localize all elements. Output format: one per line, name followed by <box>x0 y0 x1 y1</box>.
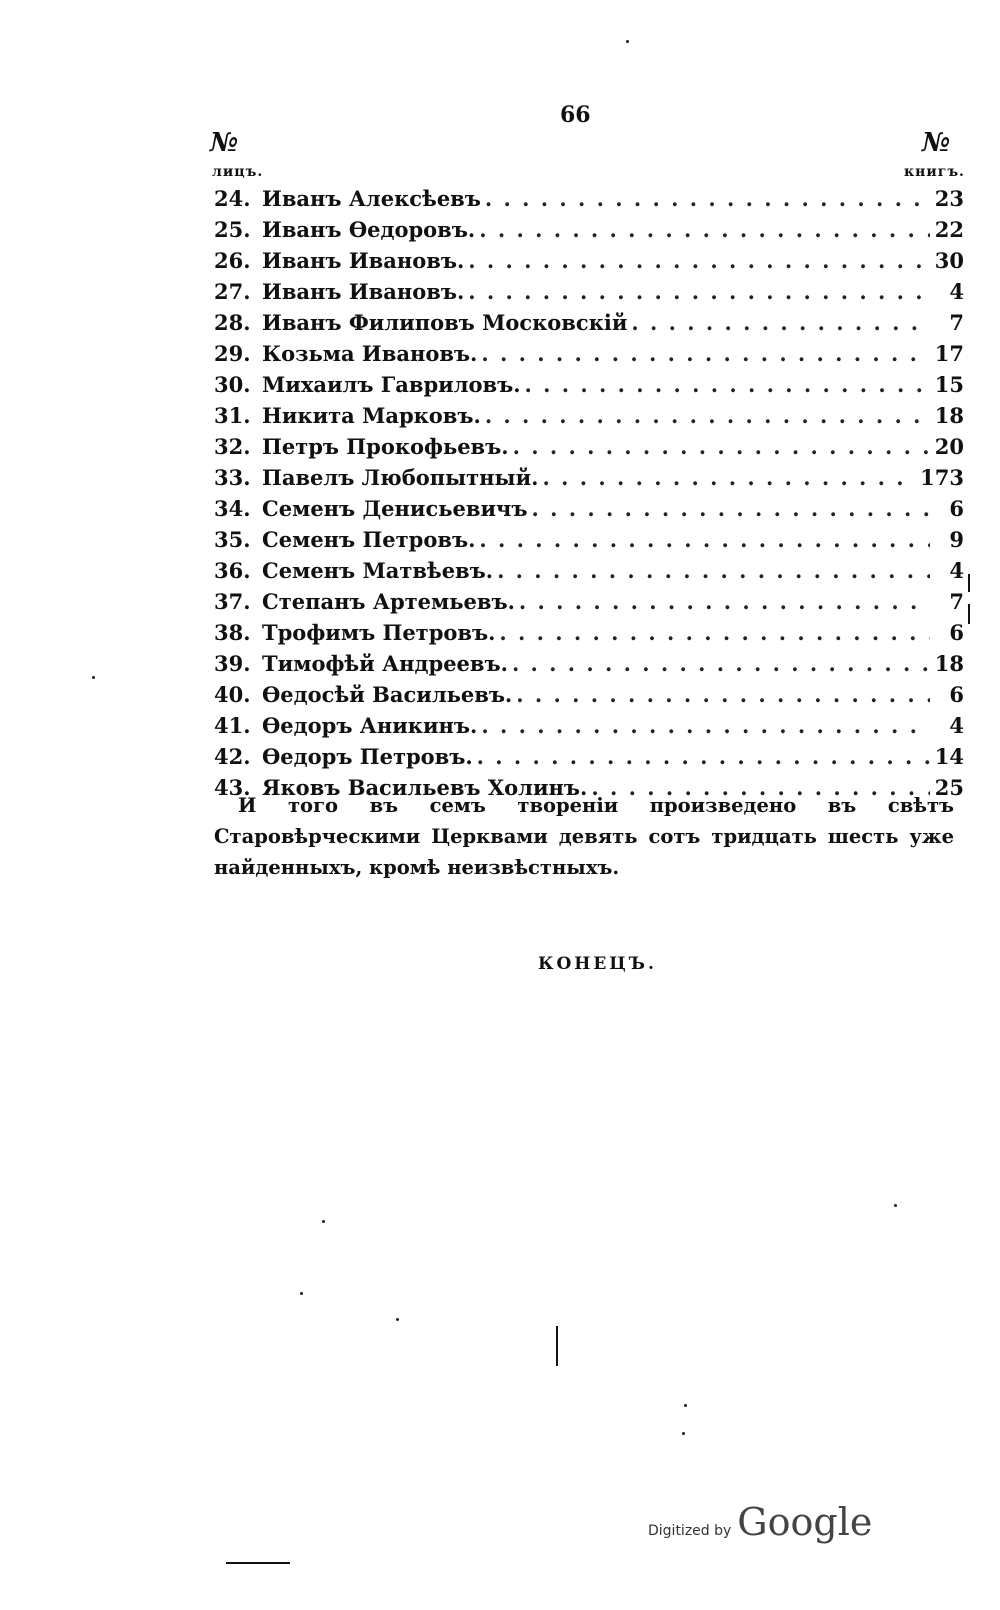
entry-number: 36. <box>214 558 251 583</box>
list-item <box>214 558 964 589</box>
entry-number: 25. <box>214 217 251 242</box>
entry-book-count: 18 <box>934 403 964 428</box>
dot-leader <box>497 558 930 583</box>
entry-book-count: 30 <box>934 248 964 273</box>
entry-number: 35. <box>214 527 251 552</box>
dot-leader <box>542 465 916 490</box>
list-item <box>214 310 964 341</box>
list-item <box>214 651 964 682</box>
dot-leader <box>477 744 930 769</box>
scan-speck <box>300 1292 303 1295</box>
entry-name: Семенъ Матвѣевъ. <box>262 558 494 583</box>
scan-mark <box>556 1326 558 1366</box>
entry-book-count: 7 <box>949 310 964 335</box>
dot-leader <box>631 310 930 335</box>
dot-leader <box>485 186 930 211</box>
scan-speck <box>396 1318 399 1321</box>
list-item <box>214 341 964 372</box>
scan-speck <box>626 40 629 43</box>
entry-book-count: 25 <box>934 775 964 800</box>
entry-name: Семенъ Денисьевичъ <box>262 496 528 521</box>
entry-name: Яковъ Васильевъ Холинъ. <box>262 775 588 800</box>
list-item <box>214 372 964 403</box>
entry-name: Ѳедосѣй Васильевъ. <box>262 682 513 707</box>
entry-number: 32. <box>214 434 251 459</box>
entry-book-count: 22 <box>934 217 964 242</box>
dot-leader <box>468 279 930 304</box>
entry-book-count: 17 <box>934 341 964 366</box>
entry-name: Козьма Ивановъ. <box>262 341 478 366</box>
entry-book-count: 9 <box>949 527 964 552</box>
list-item <box>214 186 964 217</box>
entry-book-count: 4 <box>949 279 964 304</box>
scan-mark <box>226 1562 290 1564</box>
list-item <box>214 403 964 434</box>
scan-speck <box>894 1204 897 1207</box>
entry-name: Степанъ Артемьевъ. <box>262 589 515 614</box>
list-item <box>214 217 964 248</box>
entry-name: Петръ Прокофьевъ. <box>262 434 509 459</box>
entry-book-count: 4 <box>949 558 964 583</box>
dot-leader <box>532 496 931 521</box>
number-sign-left: № <box>210 128 239 158</box>
entry-name: Иванъ Ивановъ. <box>262 248 465 273</box>
dot-leader <box>516 682 930 707</box>
entry-number: 33. <box>214 465 251 490</box>
column-heading-books: книгъ. <box>904 164 965 180</box>
entry-number: 29. <box>214 341 251 366</box>
entry-name: Семенъ Петровъ. <box>262 527 476 552</box>
scan-mark <box>968 574 970 592</box>
entry-number: 31. <box>214 403 251 428</box>
dot-leader <box>519 589 930 614</box>
summary-paragraph: И того въ семъ твореніи произведено въ свѣтъ Старовѣрческими Церквами девять сотъ тридцать шесть уже найденныхъ, кромѣ неизвѣстныхъ. <box>214 794 954 879</box>
entry-name: Иванъ Алексѣевъ <box>262 186 481 211</box>
entry-name: Иванъ Ѳедоровъ. <box>262 217 476 242</box>
list-item <box>214 589 964 620</box>
list-item <box>214 682 964 713</box>
entry-book-count: 6 <box>949 496 964 521</box>
scan-speck <box>92 676 95 679</box>
scan-speck <box>322 1220 325 1223</box>
entry-book-count: 23 <box>934 186 964 211</box>
list-item <box>214 434 964 465</box>
entry-name: Павелъ Любопытный. <box>262 465 539 490</box>
entry-number: 24. <box>214 186 251 211</box>
dot-leader <box>479 217 930 242</box>
entry-name: Михаилъ Гавриловъ. <box>262 372 521 397</box>
entry-number: 41. <box>214 713 251 738</box>
dot-leader <box>512 651 930 676</box>
digitized-watermark <box>648 1500 872 1544</box>
dot-leader <box>481 341 930 366</box>
entry-number: 26. <box>214 248 251 273</box>
dot-leader <box>479 527 930 552</box>
entry-name: Иванъ Филиповъ Московскій <box>262 310 628 335</box>
entry-number: 27. <box>214 279 251 304</box>
entry-list <box>214 186 964 806</box>
entry-number: 34. <box>214 496 251 521</box>
entry-name: Иванъ Ивановъ. <box>262 279 465 304</box>
dot-leader <box>525 372 930 397</box>
entry-number: 37. <box>214 589 251 614</box>
entry-number: 40. <box>214 682 251 707</box>
dot-leader <box>468 248 930 273</box>
list-item <box>214 279 964 310</box>
number-sign-right: № <box>922 128 951 158</box>
entry-number: 39. <box>214 651 251 676</box>
list-item <box>214 744 964 775</box>
google-logo: Google <box>737 1500 873 1544</box>
dot-leader <box>513 434 930 459</box>
dot-leader <box>481 713 930 738</box>
entry-book-count: 14 <box>934 744 964 769</box>
digitized-prefix: Digitized by <box>648 1523 732 1539</box>
entry-name: Ѳедоръ Петровъ. <box>262 744 473 769</box>
list-item <box>214 465 964 496</box>
entry-book-count: 15 <box>934 372 964 397</box>
entry-number: 30. <box>214 372 251 397</box>
dot-leader <box>499 620 930 645</box>
entry-book-count: 4 <box>949 713 964 738</box>
entry-name: Трофимъ Петровъ. <box>262 620 496 645</box>
list-item <box>214 248 964 279</box>
entry-book-count: 6 <box>949 682 964 707</box>
entry-number: 28. <box>214 310 251 335</box>
entry-number: 42. <box>214 744 251 769</box>
page-number: 66 <box>560 102 591 128</box>
entry-book-count: 18 <box>934 651 964 676</box>
entry-book-count: 6 <box>949 620 964 645</box>
list-item <box>214 713 964 744</box>
list-item <box>214 527 964 558</box>
entry-name: Тимофѣй Андреевъ. <box>262 651 508 676</box>
entry-book-count: 20 <box>934 434 964 459</box>
column-heading-persons: лицъ. <box>212 164 264 180</box>
entry-name: Ѳедоръ Аникинъ. <box>262 713 478 738</box>
entry-book-count: 173 <box>920 465 964 490</box>
scan-speck <box>684 1404 687 1407</box>
entry-name: Никита Марковъ. <box>262 403 481 428</box>
list-item <box>214 620 964 651</box>
dot-leader <box>485 403 930 428</box>
entry-number: 38. <box>214 620 251 645</box>
list-item <box>214 496 964 527</box>
end-heading: КОНЕЦЪ. <box>538 954 657 974</box>
scan-mark <box>968 604 970 624</box>
entry-book-count: 7 <box>949 589 964 614</box>
scan-speck <box>682 1432 685 1435</box>
entry-number: 43. <box>214 775 251 800</box>
